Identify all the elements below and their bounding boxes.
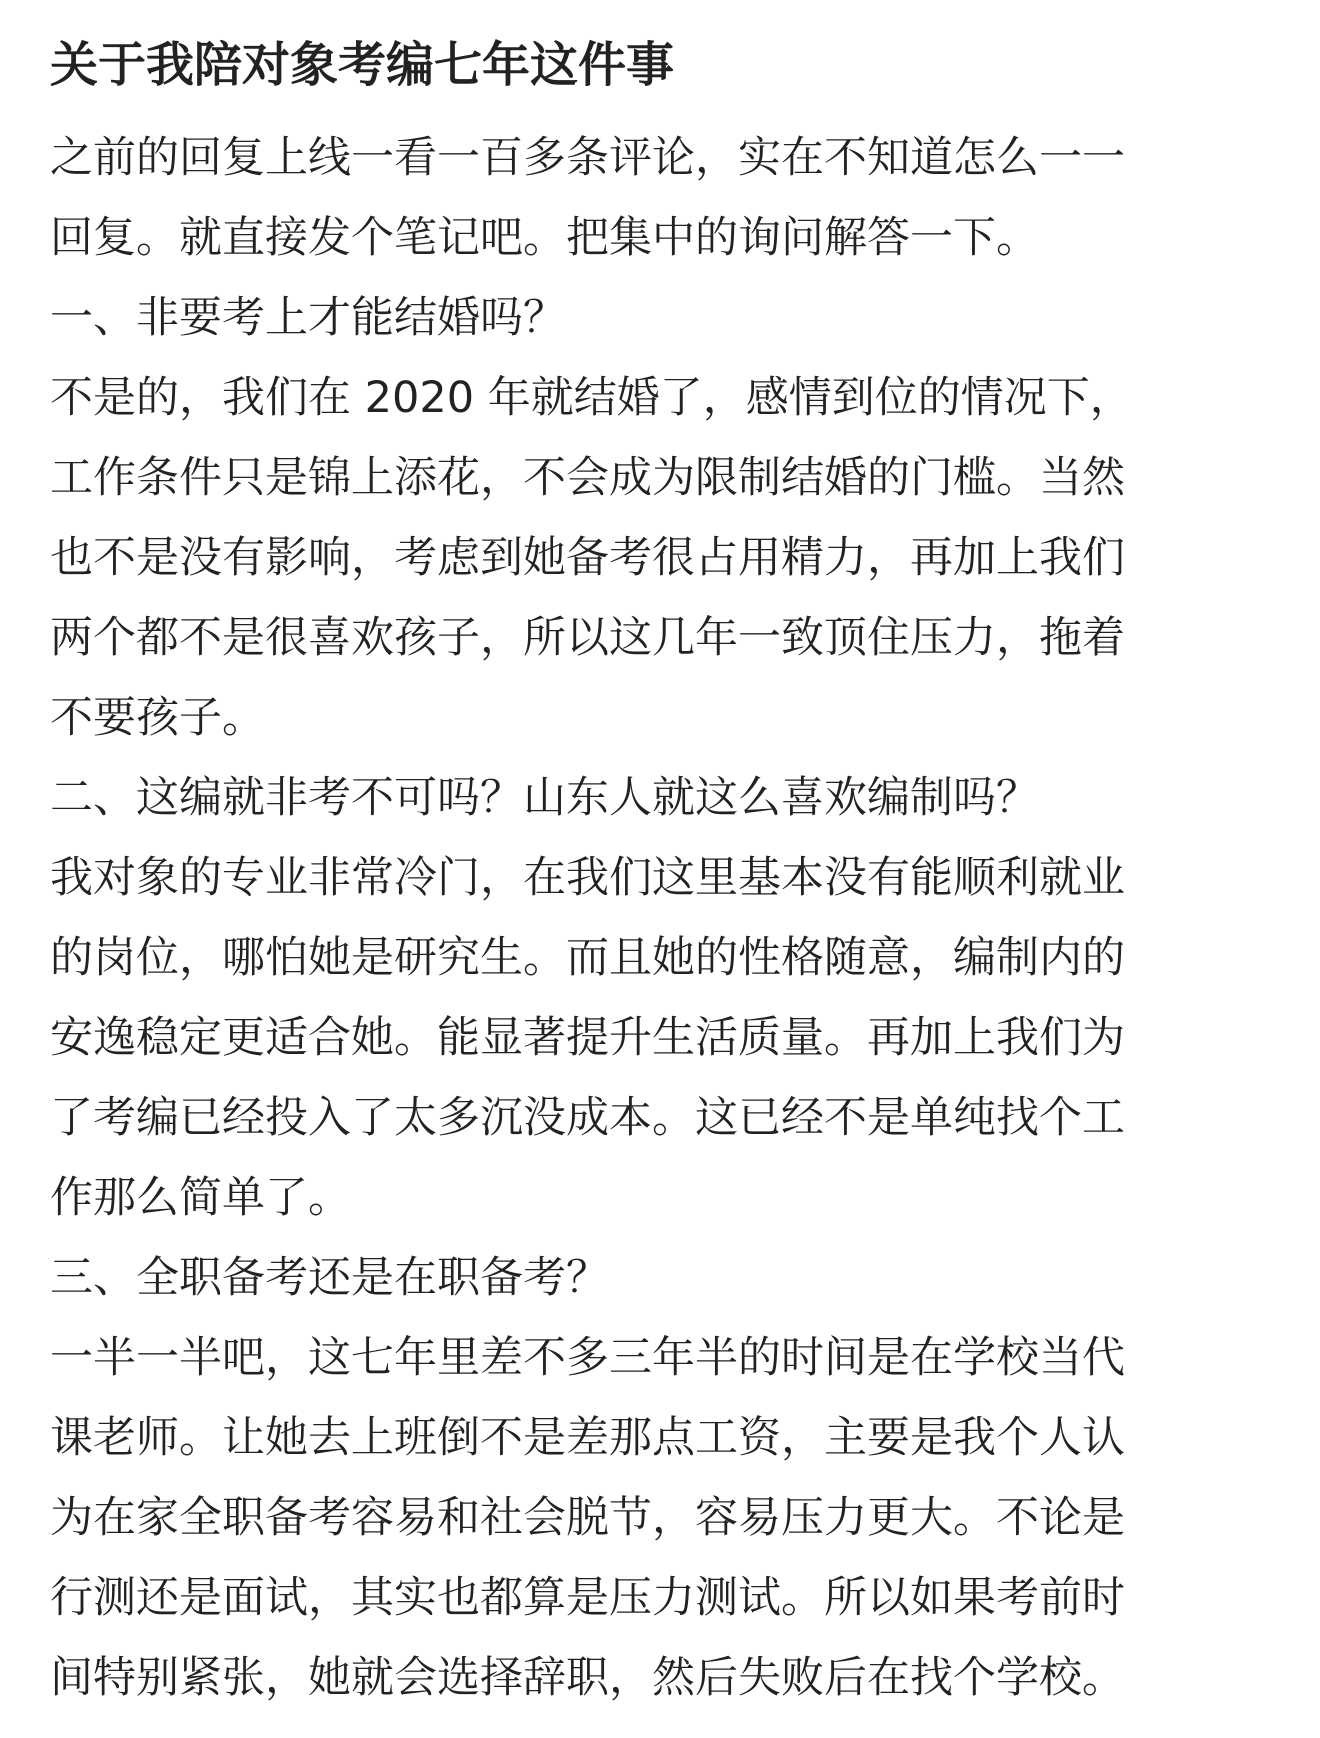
section-heading: 一、非要考上才能结婚吗？: [50, 293, 566, 343]
body-line: 的岗位，哪怕她是研究生。而且她的性格随意，编制内的: [50, 933, 1125, 983]
note-title: 关于我陪对象考编七年这件事: [50, 37, 675, 93]
section-heading: 三、全职备考还是在职备考？: [50, 1253, 609, 1303]
body-line: 一半一半吧，这七年里差不多三年半的时间是在学校当代: [50, 1333, 1125, 1383]
body-line: 作那么简单了。: [50, 1173, 351, 1223]
body-line: 不要孩子。: [50, 693, 265, 743]
note-body: [50, 118, 1270, 1718]
body-line: 两个都不是很喜欢孩子，所以这几年一致顶住压力，拖着: [50, 613, 1125, 663]
section-heading: 二、这编就非考不可吗？山东人就这么喜欢编制吗？: [50, 773, 1039, 823]
body-line: 课老师。让她去上班倒不是差那点工资，主要是我个人认: [50, 1413, 1125, 1463]
body-line: 安逸稳定更适合她。能显著提升生活质量。再加上我们为: [50, 1013, 1125, 1063]
body-line: 了考编已经投入了太多沉没成本。这已经不是单纯找个工: [50, 1093, 1125, 1143]
body-line: 间特别紧张，她就会选择辞职，然后失败后在找个学校。: [50, 1653, 1125, 1703]
body-line: 也不是没有影响，考虑到她备考很占用精力，再加上我们: [50, 533, 1125, 583]
body-line: 我对象的专业非常冷门，在我们这里基本没有能顺利就业: [50, 853, 1125, 903]
body-line: 行测还是面试，其实也都算是压力测试。所以如果考前时: [50, 1573, 1125, 1623]
body-line: 不是的，我们在 2020 年就结婚了，感情到位的情况下，: [50, 373, 1133, 423]
body-line: 为在家全职备考容易和社会脱节，容易压力更大。不论是: [50, 1493, 1125, 1543]
body-line: 回复。就直接发个笔记吧。把集中的询问解答一下。: [50, 213, 1039, 263]
body-line: 工作条件只是锦上添花，不会成为限制结婚的门槛。当然: [50, 453, 1125, 503]
body-line: 之前的回复上线一看一百多条评论，实在不知道怎么一一: [50, 133, 1125, 183]
